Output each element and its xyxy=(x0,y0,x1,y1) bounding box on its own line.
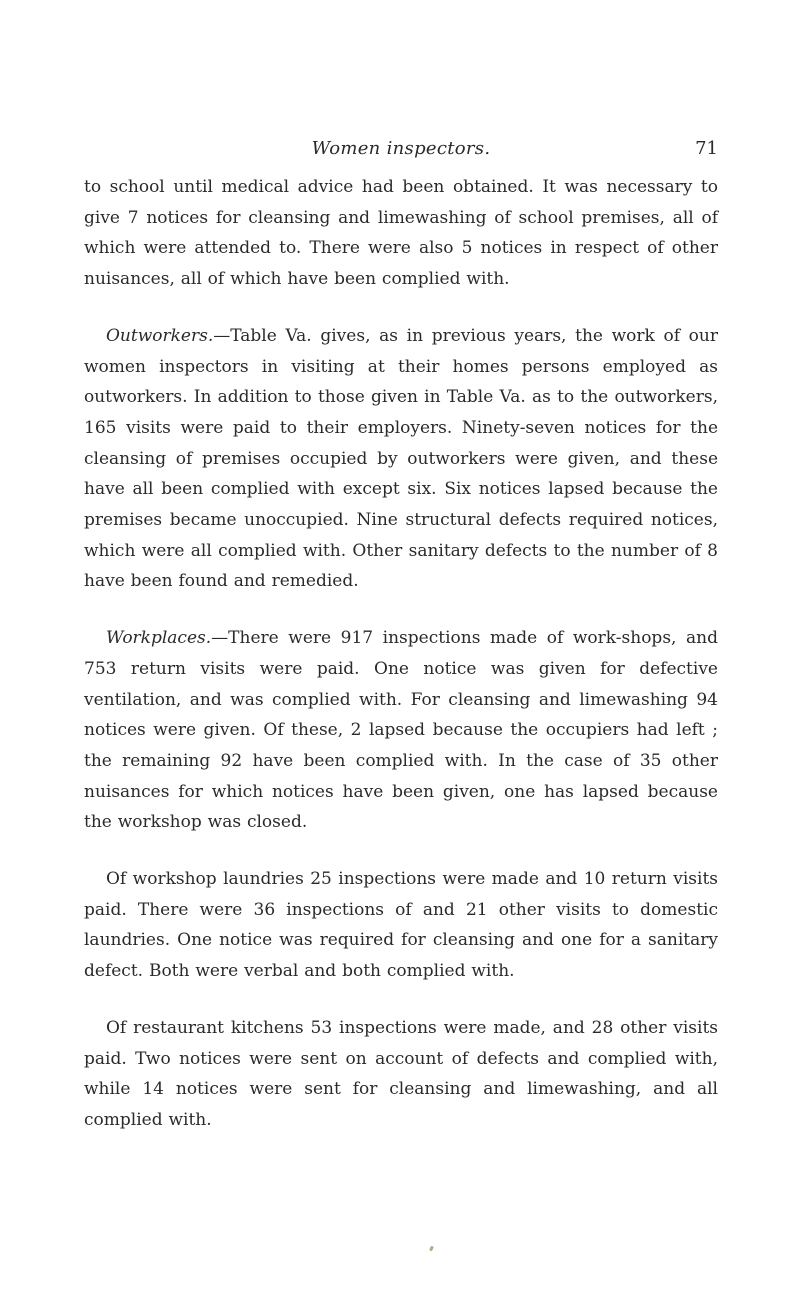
paragraph-laundries: Of workshop laundries 25 inspections were made and 10 return visits paid. There were 36 inspections of and 21 other visits to domestic laundries. One notice was required for cleansing and one for a sanitary defect. Both were verbal and both complied with. xyxy=(84,869,718,982)
body-text xyxy=(84,172,718,1136)
paragraph-restaurant-kitchens: Of restaurant kitchens 53 inspections were made, and 28 other visits paid. Two notices were sent on account of defects and complied with, while 14 notices were sent for cleansing and limewashing, and all complied with. xyxy=(84,1017,718,1130)
paper-speck xyxy=(429,1246,434,1252)
paragraph-outworkers-text: —Table Va. gives, as in previous years, the work of our women inspectors in visiting at their homes persons employed as outworkers. In addition to those given in Table Va. as to the outworkers, 165 visits were paid to their employers. Ninety-seven notices for the cleansing of premises occupied by outworkers were given, and these have all been complied with except six. Six notices lapsed because the premises became unoccupied. Nine structural defects required notices, which were all complied with. Other sanitary defects to the number of 8 have been found and remedied. xyxy=(84,325,718,592)
paragraph-school-notices: to school until medical advice had been obtained. It was necessary to give 7 notices for cleansing and limewashing of school premises, all of which were attended to. There were also 5 notices in respect of other nuisances, all of which have been complied with. xyxy=(84,177,718,290)
paragraph-outworkers xyxy=(84,321,718,597)
running-title: Women inspectors. xyxy=(311,138,491,159)
paragraph-workplaces-text: —There were 917 inspections made of work-shops, and 753 return visits were paid. One notice was given for defective ventilation, and was complied with. For cleansing and limewashing 94 notices were given. Of these, 2 lapsed because the occupiers had left ; the remaining 92 have been complied with. In the case of 35 other nuisances for which notices have been given, one has lapsed because the workshop was closed. xyxy=(84,628,718,833)
page-number: 71 xyxy=(695,138,718,159)
section-lead-workplaces: Workplaces. xyxy=(106,628,212,649)
paragraph-workplaces xyxy=(84,623,718,838)
running-head xyxy=(84,138,718,168)
section-lead-outworkers: Outworkers. xyxy=(106,325,214,346)
